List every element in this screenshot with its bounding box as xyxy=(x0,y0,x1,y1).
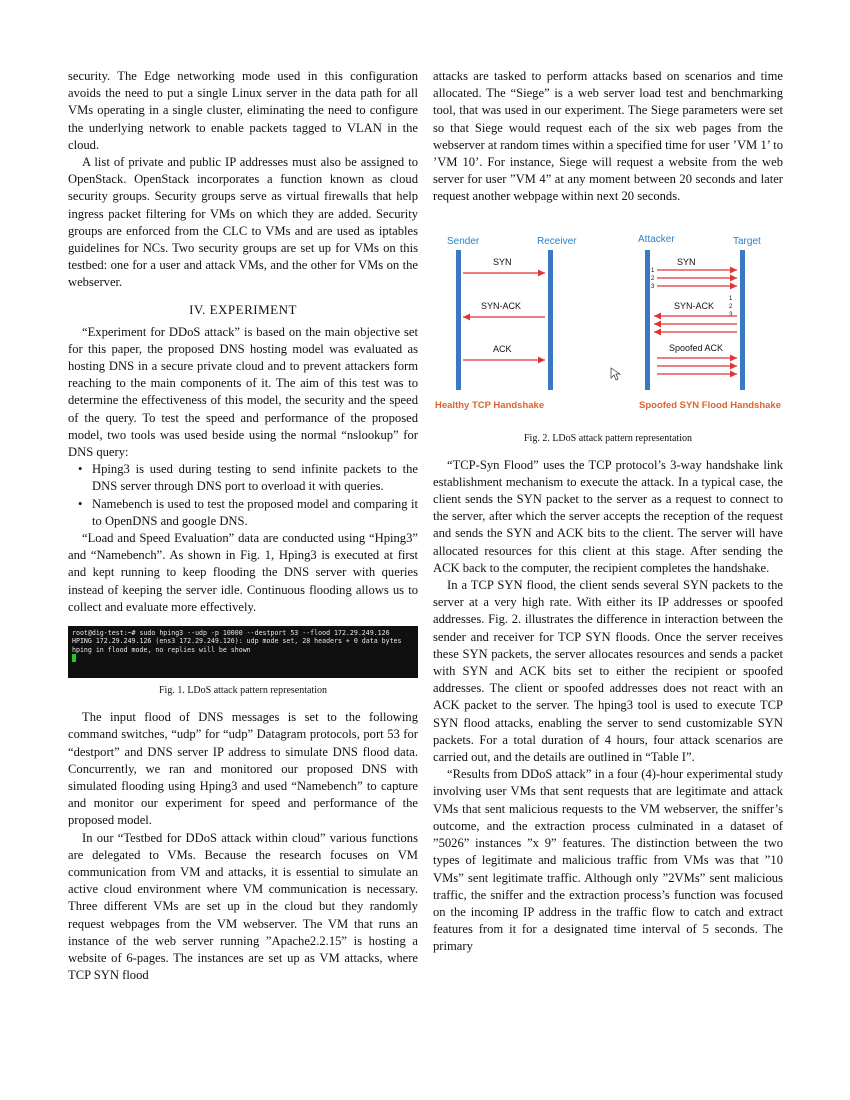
figure-1 xyxy=(68,626,418,697)
figure-2 xyxy=(433,232,783,445)
tcp-handshake-diagram xyxy=(433,232,783,422)
figure-caption: Fig. 2. LDoS attack pattern representation xyxy=(523,432,692,444)
receiver-timeline xyxy=(548,250,553,390)
sender-timeline xyxy=(456,250,461,390)
paragraph: In a TCP SYN flood, the client sends several SYN packets to the server at a very high rate. With either its IP addresses or spoofed addresses. Fig. 2. illustrates the difference in interaction between the sender and receiver for TCP SYN floods. Once the server receives these SYN packets, the server allocates resources and sends a packet with SYN and ACK bits set to either the recipient or spoofed addresses. The client or spoofed addresses does not react with an ACK packet to the server. The hping3 tool is used to execute TCP SYN flood attacks, enabling the server to send customizable SYN packets. For a total duration of 4 hours, four attack scenarios are carried out, and the details are outlined in “Table I”. xyxy=(433,578,783,765)
section-heading: IV. EXPERIMENT xyxy=(189,301,297,317)
paragraph: security. The Edge networking mode used in this configuration avoids the need to put a single Linux server in the data path for all VMs operating in a single cluster, eliminating the need to configure the underlying network to enable packets tagged to VLAN in the cloud. xyxy=(68,69,418,152)
paragraph: “Load and Speed Evaluation” data are conducted using “Hping3” and “Namebench”. As shown in Fig. 1, Hping3 is executed at first and kept running to keep flooding the DNS server with queries instead of keeping the server idle. Continuous flooding allows us to collect and evaluate more effectively. xyxy=(68,531,418,614)
terminal-screenshot xyxy=(68,626,418,678)
left-column xyxy=(68,68,418,984)
bullet-list xyxy=(68,461,418,530)
terminal-line: hping in flood mode, no replies will be shown xyxy=(72,645,251,654)
terminal-line: HPING 172.29.249.126 (ens3 172.29.249.126): udp mode set, 28 headers + 0 data bytes xyxy=(72,637,402,646)
paragraph: “Results from DDoS attack” in a four (4)-hour experimental study involving user VMs that sent requests that are legitimate and attack VMs that sent malicious requests to the VM webserver, the sniffer’s outcome, and the extraction process culminated in a dataset of ”5026” instances ”x 9” features. The distinction between the two types of legitimate and malicious traffic from VMs was that ”10 VMs” sent legitimate traffic. Although only ”2VMs” sent malicious traffic, the sniffer and the extraction process’s function was focused on the incoming IP address in the traffic flow to catch and extract features from it for a designated time interval of 5 seconds. The primary xyxy=(433,767,783,954)
flood-num: 3 xyxy=(729,311,733,318)
syn-ack-label: SYN-ACK xyxy=(481,300,522,311)
attacker-label: Attacker xyxy=(638,233,675,245)
flood-num: 2 xyxy=(729,303,733,310)
bullet-item: • Namebench is used to test the proposed model and comparing it to OpenDNS and google DNS. xyxy=(92,496,418,530)
bullet-item: • Hping3 is used during testing to send infinite packets to the DNS server through DNS port to overload it with queries. xyxy=(92,461,418,495)
paragraph: A list of private and public IP addresses must also be assigned to OpenStack. OpenStack incorporates a function known as cloud security groups. Security groups serve as virtual firewalls that help ingress packet filtering for VMs on which they are added. Security groups are enforced from the CLC to VMs and are used as iptables guidelines for NCs. Two security groups are set up for VMs on this testbed: one for a user and attack VMs, and the other for VMs on the webserver. xyxy=(68,155,418,290)
syn-label: SYN xyxy=(493,256,512,267)
cursor-icon xyxy=(72,654,76,662)
ack-label: ACK xyxy=(493,343,512,354)
spoofed-ack-label: Spoofed ACK xyxy=(669,342,724,353)
target-label: Target xyxy=(733,235,761,247)
terminal-line: root@dig-test:~# sudo hping3 --udp -p 10000 --destport 53 --flood 172.29.249.126 xyxy=(72,629,390,638)
healthy-caption: Healthy TCP Handshake xyxy=(435,399,545,411)
paragraph: attacks are tasked to perform attacks based on scenarios and time allocated. The “Siege” is a web server load test and benchmarking tool, that was used in our experiment. The Siege parameters were set so that Siege would request each of the six web pages from the webserver at random times within a specified time for user ’VM 1’ to ’VM 10’. For instance, Siege will request a website from the web server for user ”VM 4” at any moment between 20 seconds and later request another webpage within next 20 seconds. xyxy=(433,69,783,204)
flood-num: 3 xyxy=(651,283,655,290)
flood-syn-label: SYN xyxy=(677,256,696,267)
paragraph: “Experiment for DDoS attack” is based on the main objective set for this paper, the proposed DNS hosting model was evaluated as hosting DNS in a secure private cloud and to prevent attackers form reaching to the main components of it. The aim of this test was to determine the effectiveness of this model, the security and the speed of the query. To test the speed and performance of the proposed model, two tools was used beside using the normal “nslookup” for DNS query: xyxy=(68,324,418,460)
right-column xyxy=(433,68,783,956)
mouse-pointer-icon xyxy=(611,368,620,380)
sender-label: Sender xyxy=(447,235,480,247)
paragraph: In our “Testbed for DDoS attack within cloud” various functions are delegated to VMs. Because the research focuses on VM communication from VM and attacks, it is essential to simulate an active cloud environment where VM communication is necessary. Three different VMs are set up in the cloud but they randomly request webpages from the VM webserver. The VM that runs an instance of the web server running ”Apache2.2.15” is hosting a website of 6-pages. The instances are set up as VM attacks, where TCP SYN flood xyxy=(68,830,418,983)
receiver-label: Receiver xyxy=(537,235,577,247)
attacker-timeline xyxy=(645,250,650,390)
paragraph: “TCP-Syn Flood” uses the TCP protocol’s 3-way handshake link establishment mechanism to execute the attack. In a typical case, the client sends the SYN packet to the server as a request to connect to the server, after which the server accepts the reception of the request and sends the SYN and ACK bits to the client. The server will have allocated resources for this client at this stage. After sending the ACK back to the computer, the recipient completes the handshake. xyxy=(433,457,783,575)
paragraph: The input flood of DNS messages is set to the following command switches, “udp” for “udp” Datagram protocols, port 53 for “destport” and DNS server IP address to simulate DNS flood data. Concurrently, we ran and monitored our proposed DNS with simulated flooding using Hping3 and used “Namebench” to capture and monitor our experiment for speed and performance of the proposed model. xyxy=(68,710,418,828)
flood-syn-ack-label: SYN-ACK xyxy=(674,300,715,311)
flood-caption: Spoofed SYN Flood Handshake xyxy=(639,399,781,411)
terminal-cursor-line xyxy=(72,654,414,662)
flood-num: 1 xyxy=(729,295,733,302)
figure-caption: Fig. 1. LDoS attack pattern representation xyxy=(158,685,327,697)
flood-num: 2 xyxy=(651,275,655,282)
target-timeline xyxy=(740,250,745,390)
flood-num: 1 xyxy=(651,267,655,274)
